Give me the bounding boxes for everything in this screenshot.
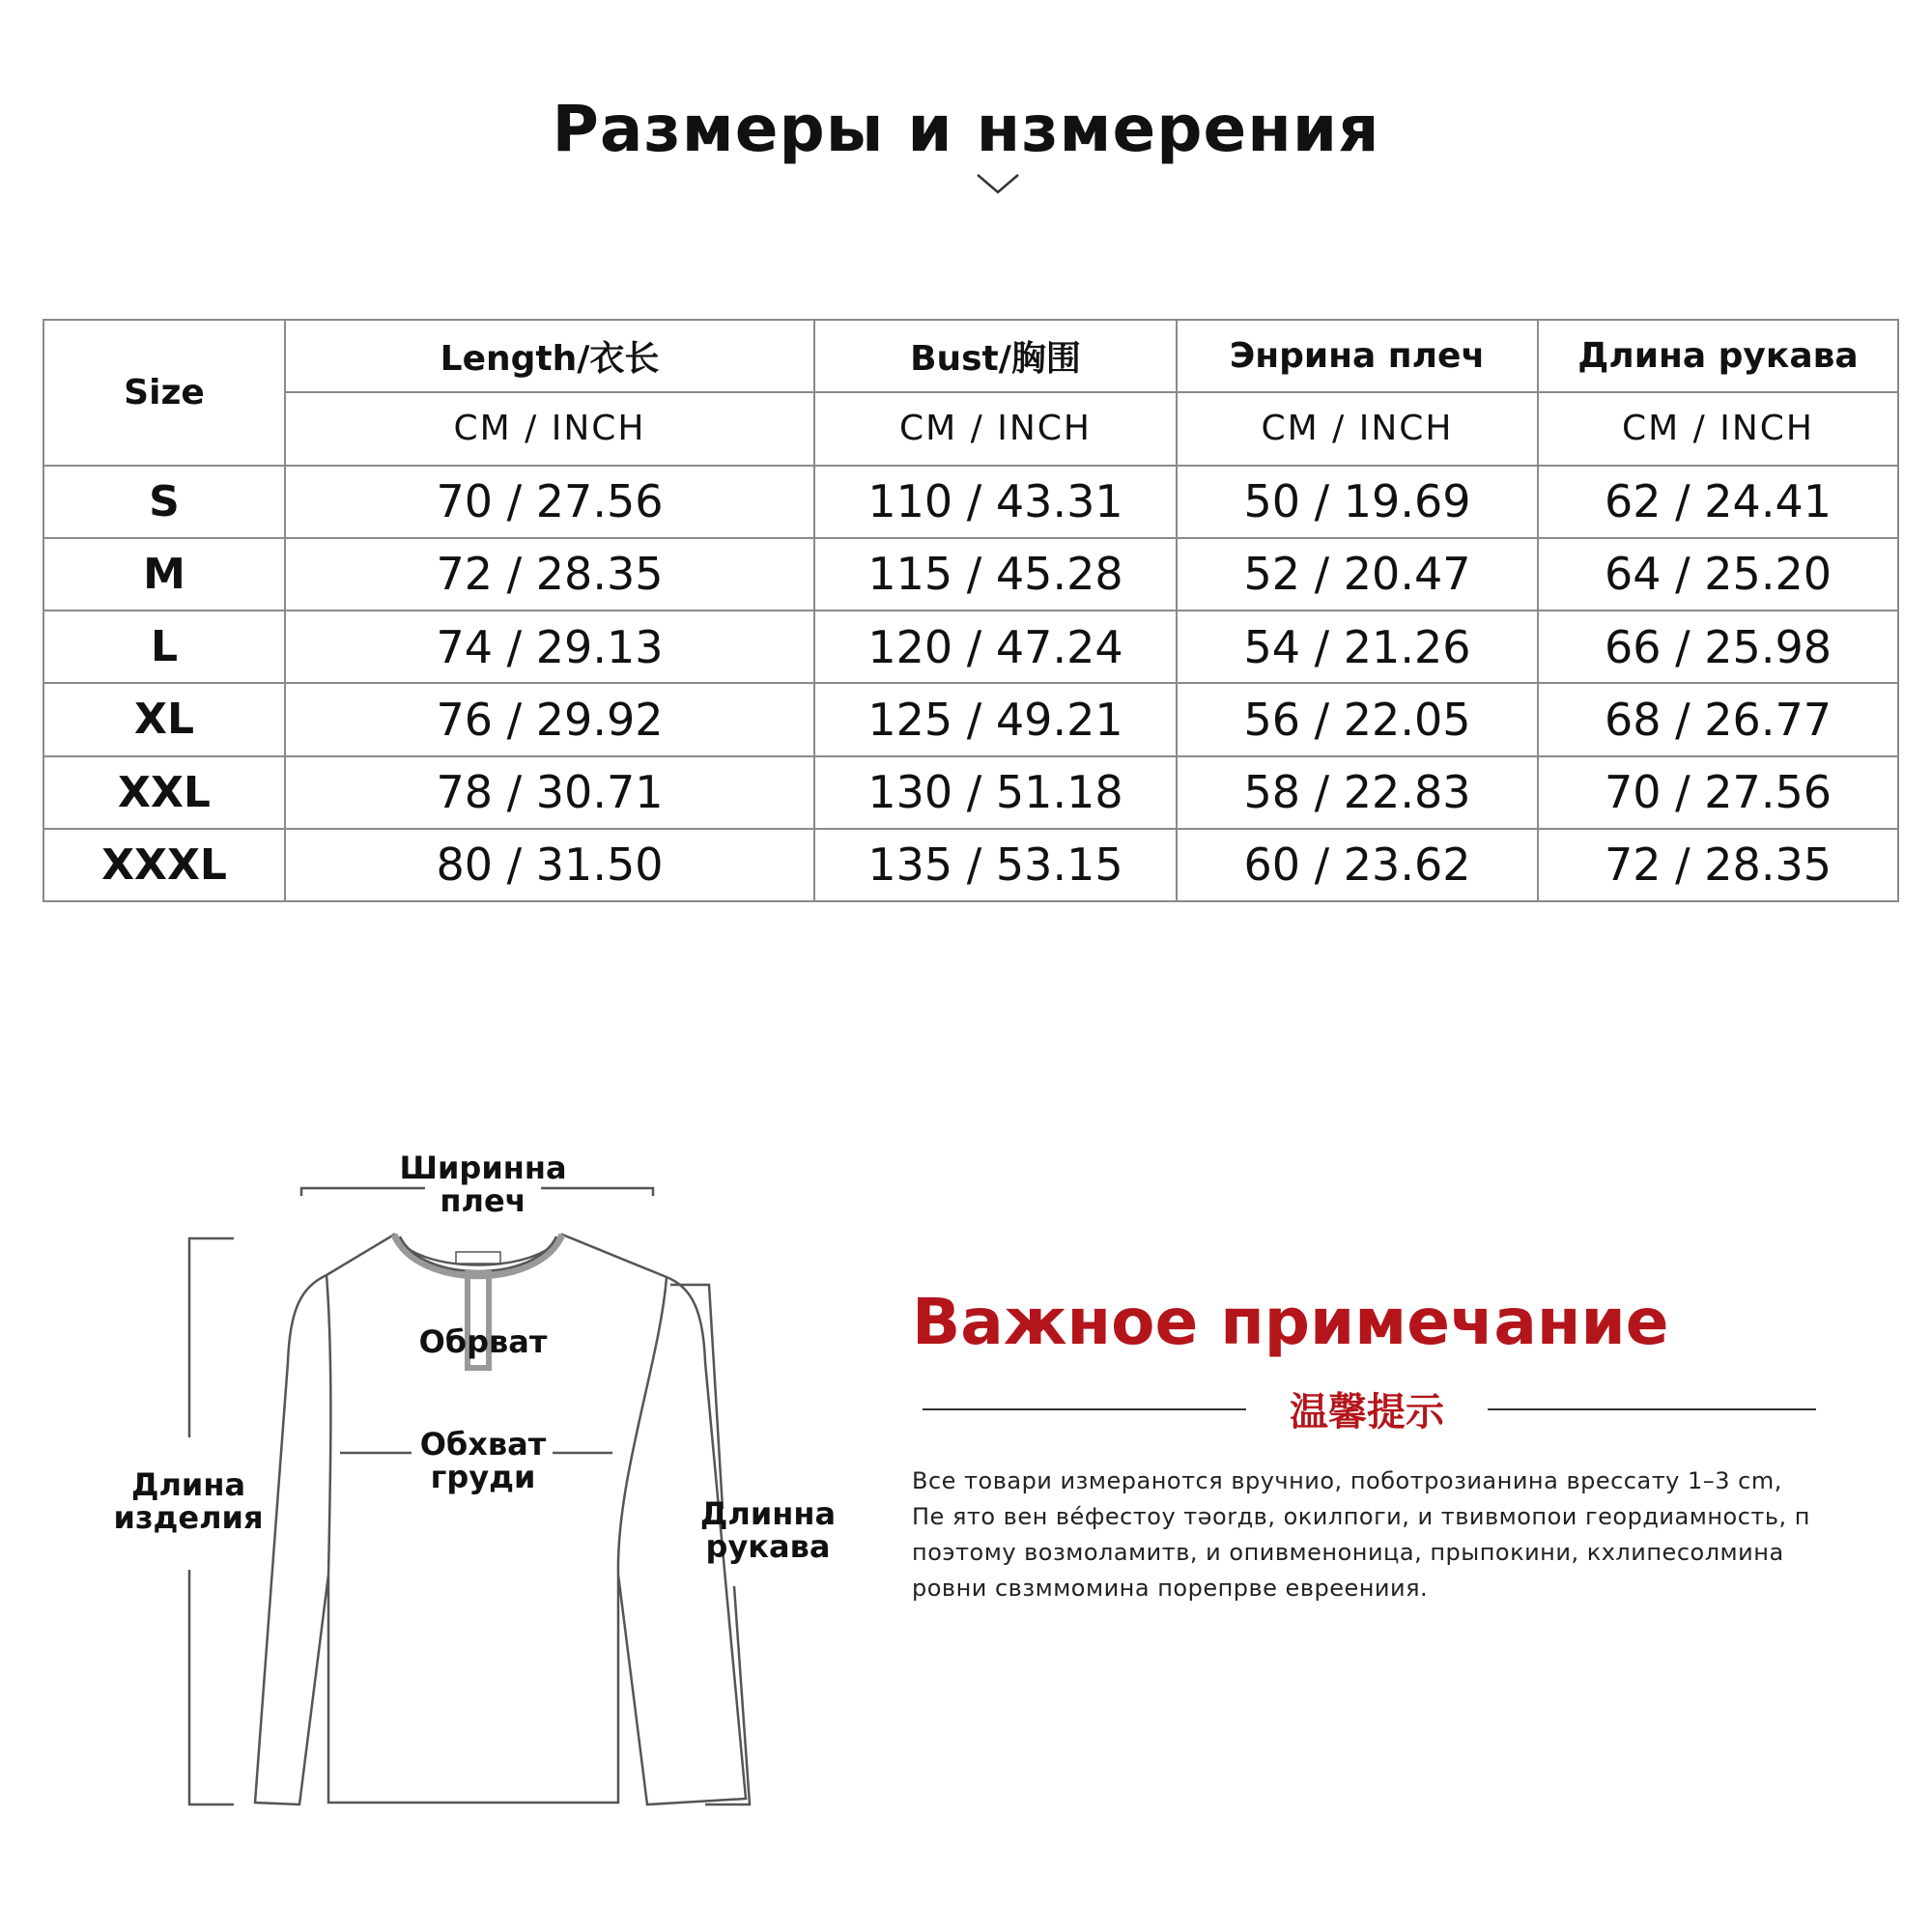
collar-label: Обрват (418, 1323, 548, 1360)
chest-label-line2: груди (430, 1459, 536, 1495)
size-chart-table (43, 319, 1899, 902)
bust-cell: 135 / 53.15 (814, 829, 1177, 901)
size-cell: S (43, 466, 285, 538)
chest-label-line1: Обхват (419, 1426, 547, 1463)
table-header-row (43, 320, 1898, 392)
shoulder-cell: 54 / 21.26 (1177, 611, 1538, 683)
sleeve-cell: 72 / 28.35 (1538, 829, 1898, 901)
garment-length-label (106, 1468, 270, 1534)
chevron-down-icon (976, 172, 1020, 195)
bust-cell: 110 / 43.31 (814, 466, 1177, 538)
bust-cell: 120 / 47.24 (814, 611, 1177, 683)
size-cell: M (43, 538, 285, 611)
sleeve-label-line1: Длинна (699, 1495, 837, 1532)
bust-cell: 130 / 51.18 (814, 756, 1177, 829)
bust-unit: CM / INCH (814, 392, 1177, 465)
length-cell: 72 / 28.35 (285, 538, 814, 611)
shoulder-cell: 58 / 22.83 (1177, 756, 1538, 829)
bust-column-header: Bust/胸围 (814, 320, 1177, 392)
length-column-header: Length/衣长 (285, 320, 814, 392)
shoulder-label-line2: плеч (440, 1182, 526, 1219)
length-cell: 78 / 30.71 (285, 756, 814, 829)
shoulder-width-label (396, 1151, 570, 1217)
garment-diagram (0, 1111, 869, 1835)
chest-label (406, 1428, 560, 1493)
size-column-header: Size (43, 320, 285, 466)
length-label-line1: Длина (130, 1466, 246, 1503)
table-row (43, 683, 1898, 755)
note-line: Все товари измеранотся вручнио, поботрозианина врессату 1–3 cm, (912, 1467, 1782, 1494)
table-row (43, 611, 1898, 683)
shoulder-column-header: Энрина плеч (1177, 320, 1538, 392)
shoulder-unit: CM / INCH (1177, 392, 1538, 465)
length-cell: 76 / 29.92 (285, 683, 814, 755)
note-body (912, 1463, 1888, 1606)
page-title: Размеры и нзмерения (552, 92, 1380, 166)
size-cell: L (43, 611, 285, 683)
table-unit-row (43, 392, 1898, 465)
size-cell: XXL (43, 756, 285, 829)
shoulder-cell: 60 / 23.62 (1177, 829, 1538, 901)
length-cell: 74 / 29.13 (285, 611, 814, 683)
table-row (43, 538, 1898, 611)
table-row (43, 466, 1898, 538)
size-cell: XXXL (43, 829, 285, 901)
length-cell: 80 / 31.50 (285, 829, 814, 901)
sleeve-cell: 66 / 25.98 (1538, 611, 1898, 683)
note-subtitle: 温馨提示 (1290, 1390, 1444, 1435)
note-title: Важное примечание (912, 1285, 1669, 1359)
note-line: Пе ято вен вéфестоу тəоrдв, окилпоги, и твивмопои геордиамность, п (912, 1503, 1810, 1530)
length-unit: CM / INCH (285, 392, 814, 465)
sleeve-label-line2: рукава (705, 1528, 831, 1565)
note-line: поэтому возмоламитв, и опивменоница, прыпокини, кхлипесолмина (912, 1539, 1784, 1566)
note-line: ровни свзммомина порепрве евреениия. (912, 1575, 1429, 1602)
divider (923, 1408, 1246, 1410)
shoulder-cell: 50 / 19.69 (1177, 466, 1538, 538)
size-cell: XL (43, 683, 285, 755)
shoulder-cell: 52 / 20.47 (1177, 538, 1538, 611)
length-label-line2: изделия (113, 1499, 264, 1536)
sleeve-unit: CM / INCH (1538, 392, 1898, 465)
length-cell: 70 / 27.56 (285, 466, 814, 538)
sleeve-cell: 70 / 27.56 (1538, 756, 1898, 829)
sleeve-cell: 62 / 24.41 (1538, 466, 1898, 538)
sleeve-cell: 68 / 26.77 (1538, 683, 1898, 755)
sleeve-length-label (696, 1497, 840, 1563)
shoulder-cell: 56 / 22.05 (1177, 683, 1538, 755)
bust-cell: 115 / 45.28 (814, 538, 1177, 611)
table-row (43, 756, 1898, 829)
shoulder-label-line1: Ширинна (399, 1150, 567, 1186)
bust-cell: 125 / 49.21 (814, 683, 1177, 755)
sleeve-column-header: Длина рукава (1538, 320, 1898, 392)
table-row (43, 829, 1898, 901)
sleeve-cell: 64 / 25.20 (1538, 538, 1898, 611)
divider (1488, 1408, 1816, 1410)
